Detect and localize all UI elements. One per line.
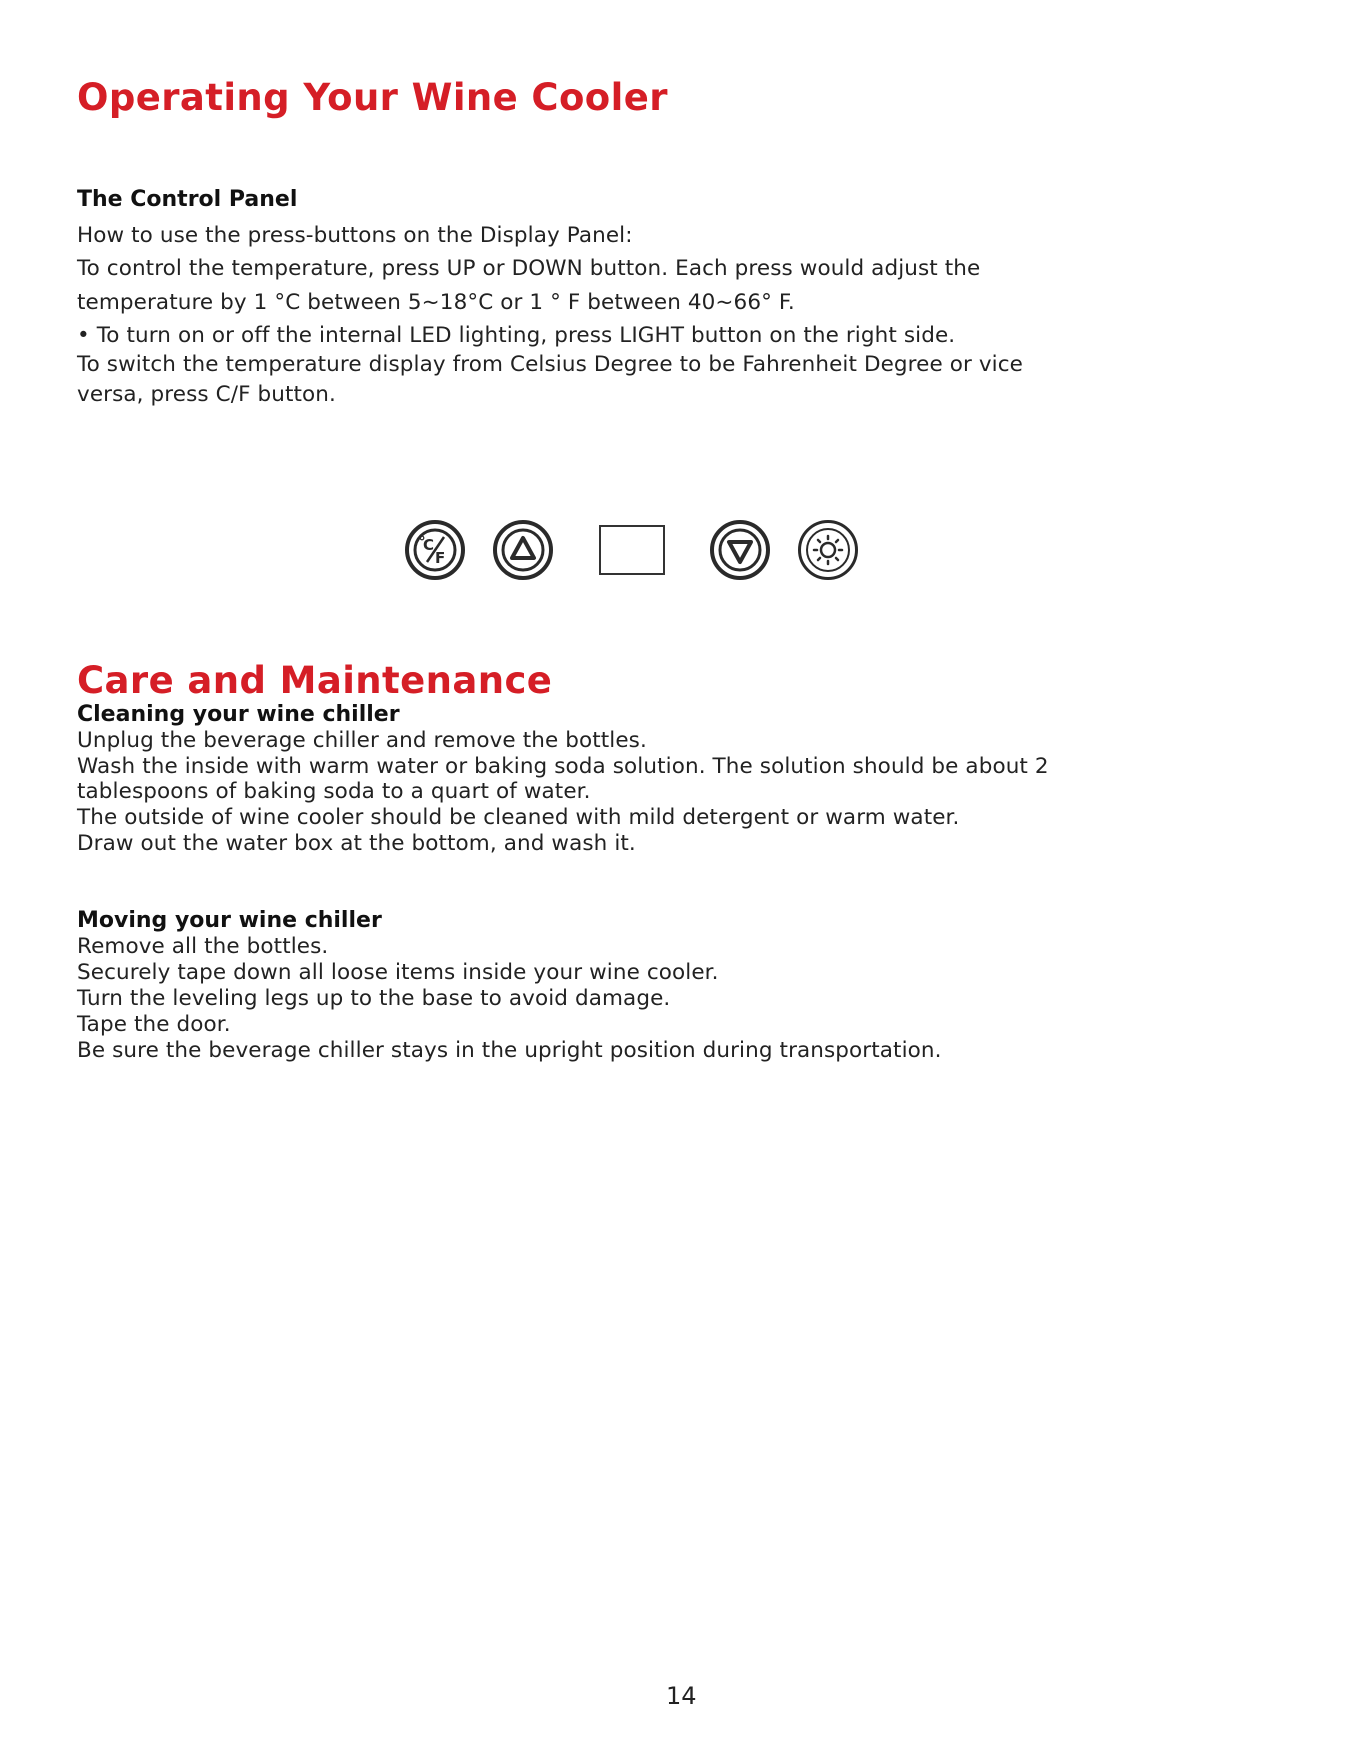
svg-text:F: F xyxy=(435,549,446,567)
cleaning-line-3: tablespoons of baking soda to a quart of water. xyxy=(77,779,591,804)
section-title-care: Care and Maintenance xyxy=(77,659,553,702)
moving-line-4: Tape the door. xyxy=(77,1012,231,1037)
moving-heading: Moving your wine chiller xyxy=(77,908,382,933)
cleaning-line-2: Wash the inside with warm water or baking soda solution. The solution should be about 2 xyxy=(77,754,1049,779)
up-button[interactable] xyxy=(493,520,553,580)
page-number: 14 xyxy=(666,1682,697,1710)
temperature-display xyxy=(599,525,665,575)
cf-button[interactable] xyxy=(405,520,465,580)
control-panel-heading: The Control Panel xyxy=(77,187,298,212)
down-triangle-icon xyxy=(714,524,766,576)
light-bulb-icon xyxy=(801,523,855,577)
section-title-operating: Operating Your Wine Cooler xyxy=(77,76,668,119)
celsius-fahrenheit-icon xyxy=(409,524,461,576)
moving-line-5: Be sure the beverage chiller stays in the upright position during transportation. xyxy=(77,1038,942,1063)
down-button[interactable] xyxy=(710,520,770,580)
cleaning-line-5: Draw out the water box at the bottom, and wash it. xyxy=(77,831,636,856)
up-triangle-icon xyxy=(497,524,549,576)
light-button[interactable] xyxy=(798,520,858,580)
operating-line-6: versa, press C/F button. xyxy=(77,382,336,407)
operating-line-1: How to use the press-buttons on the Display Panel: xyxy=(77,223,633,248)
operating-line-3: temperature by 1 °C between 5~18°C or 1 ° F between 40~66° F. xyxy=(77,290,795,315)
moving-line-2: Securely tape down all loose items inside your wine cooler. xyxy=(77,960,719,985)
cleaning-line-1: Unplug the beverage chiller and remove the bottles. xyxy=(77,728,647,753)
operating-line-5: To switch the temperature display from Celsius Degree to be Fahrenheit Degree or vice xyxy=(77,352,1024,377)
control-panel-illustration xyxy=(400,515,880,590)
moving-line-3: Turn the leveling legs up to the base to avoid damage. xyxy=(77,986,671,1011)
operating-line-4: • To turn on or off the internal LED lighting, press LIGHT button on the right side. xyxy=(77,323,956,348)
operating-line-2: To control the temperature, press UP or DOWN button. Each press would adjust the xyxy=(77,256,981,281)
moving-line-1: Remove all the bottles. xyxy=(77,934,329,959)
cleaning-heading: Cleaning your wine chiller xyxy=(77,702,400,727)
svg-text:C: C xyxy=(423,536,435,554)
cleaning-line-4: The outside of wine cooler should be cleaned with mild detergent or warm water. xyxy=(77,805,960,830)
